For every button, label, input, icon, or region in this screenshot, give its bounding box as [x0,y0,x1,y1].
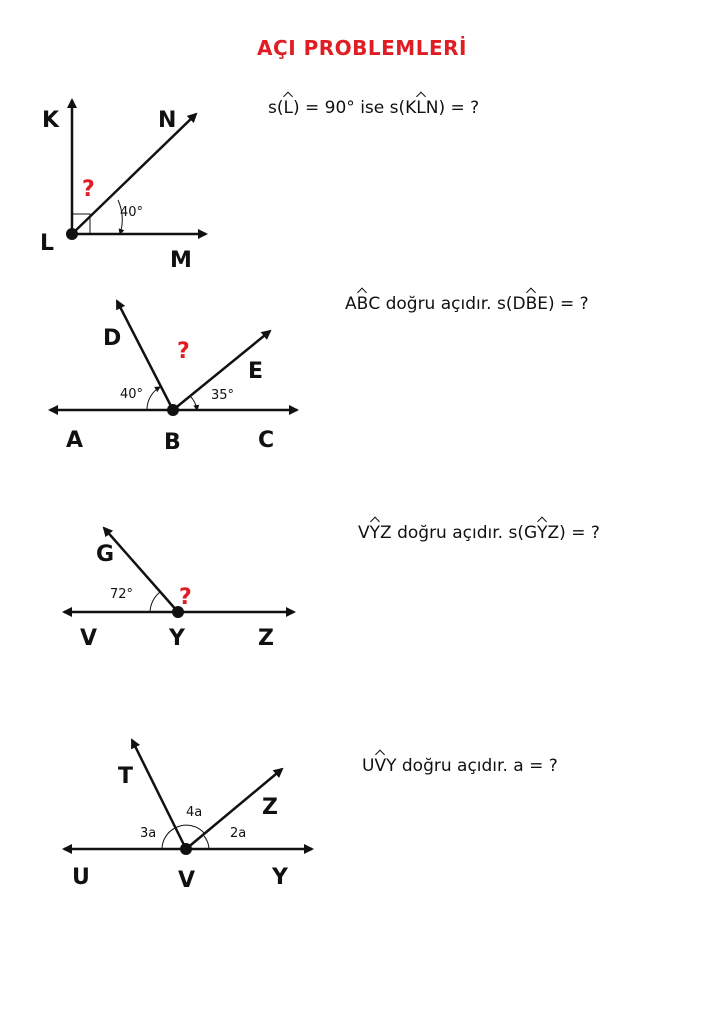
question-3: VYZ doğru açıdır. s(GYZ) = ? [358,523,600,543]
figure-1 [40,100,206,273]
angle-label-4a: 4a [186,805,203,820]
label-c: C [258,428,275,453]
label-b: B [164,430,181,455]
label-z: Z [262,795,278,820]
figure-2 [50,301,297,455]
angle-arc-35 [190,396,197,410]
label-n: N [158,108,177,133]
label-y: Y [169,626,185,651]
label-d: D [103,326,122,351]
label-a: A [66,428,84,453]
label-v: V [80,626,98,651]
angle-label-40: 40° [120,205,144,220]
point-v [180,843,192,855]
label-l: L [40,231,55,256]
unknown-mark: ? [179,585,192,610]
point-l [66,228,78,240]
label-k: K [42,108,60,133]
angle-arc-2a [204,836,209,849]
figure-4 [64,740,312,893]
unknown-mark: ? [177,339,190,364]
page-title: AÇI PROBLEMLERİ [257,36,467,60]
label-m: M [170,248,192,273]
figure-3 [64,528,294,651]
angle-label-3a: 3a [140,826,157,841]
label-y: Y [272,865,288,890]
label-z: Z [258,626,274,651]
angle-label-35: 35° [211,388,235,403]
label-u: U [72,865,90,890]
angle-arc-3a [162,828,175,849]
angle-label-2a: 2a [230,826,247,841]
question-4: UVY doğru açıdır. a = ? [362,756,558,776]
label-g: G [96,542,115,567]
label-e: E [248,359,264,384]
point-b [167,404,179,416]
angle-arc-72 [150,592,160,612]
angle-arc-40 [147,387,160,410]
question-1: s(L) = 90° ise s(KLN) = ? [268,98,480,118]
label-t: T [118,764,134,789]
question-2: ABC doğru açıdır. s(DBE) = ? [345,294,589,314]
angle-arc-4a [175,825,205,834]
angle-label-40: 40° [120,387,144,402]
label-v: V [178,868,196,893]
angle-label-72: 72° [110,587,134,602]
unknown-mark: ? [82,177,95,202]
